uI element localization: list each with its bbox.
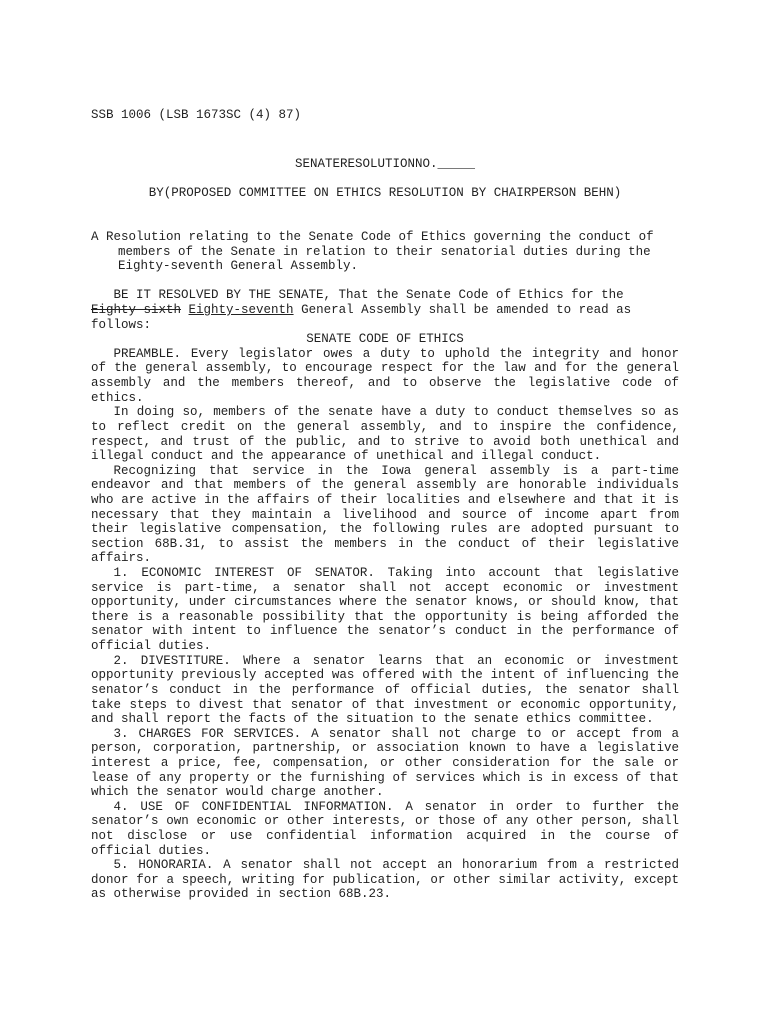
title-line: A Resolution relating to the Senate Code of Ethics governing the conduct of [91,230,654,244]
section-line: not disclose or use confidential information acquired in the course of [91,828,679,843]
section-line: 5. HONORARIA. A senator shall not accept an honorarium from a restricted [113,858,679,873]
section-line: senator with intent to influence the senator’s conduct in the performance of [91,624,679,639]
section-line: person, corporation, partnership, or association known to have a legislative [91,741,679,756]
blank-line [91,274,679,289]
section-economic-interest [91,566,679,654]
section-line: Recognizing that service in the Iowa general assembly is a part-time [113,463,679,478]
section-line: which the senator would charge another. [91,785,384,800]
enacting-clause [91,288,679,332]
section-recognizing [91,464,679,566]
section-line: official duties. [91,639,212,654]
enacting-line: follows: [91,317,152,332]
section-line: who are active in the affairs of their localities and elsewhere and that it is [91,492,679,507]
section-conduct [91,405,679,463]
section-line: lease of any property or the furnishing of services which is in excess of that [91,770,679,785]
section-line: assembly and the members thereof, and to observe the legislative code of [91,376,679,391]
enacting-amend-line [91,303,679,318]
section-line: illegal conduct and the appearance of unethical and illegal conduct. [91,449,602,464]
section-honoraria [91,858,679,902]
section-line: senator’s conduct in the performance of official duties, the senator shall [91,682,679,697]
section-line: 4. USE OF CONFIDENTIAL INFORMATION. A senator in order to further the [113,799,679,814]
section-line: PREAMBLE. Every legislator owes a duty to uphold the integrity and honor [113,346,679,361]
section-preamble [91,347,679,405]
section-line: opportunity, under circumstances where the senator knows, or should know, that [91,595,679,610]
section-line: 1. ECONOMIC INTEREST OF SENATOR. Taking into account that legislative [113,566,679,581]
sponsor-line: BY(PROPOSED COMMITTEE ON ETHICS RESOLUTION BY CHAIRPERSON BEHN) [148,186,622,200]
section-line: service is part-time, a senator shall not accept economic or investment [91,580,679,595]
section-line: ethics. [91,390,144,405]
section-line: to reflect credit on the general assembly, and to inspire the confidence, [91,419,679,434]
document-body [91,230,679,902]
section-line: respect, and trust of the public, and to strive to avoid both unethical and [91,434,679,449]
section-divestiture [91,654,679,727]
section-line: of the general assembly, to encourage respect for the law and for the general [91,361,679,376]
section-line: necessary that they maintain a livelihood and source of income apart from [91,507,679,522]
section-line: their legislative compensation, the following rules are adopted pursuant to [91,522,679,537]
title-line: members of the Senate in relation to their senatorial duties during the [118,244,651,259]
title-line: Eighty-seventh General Assembly. [118,259,359,274]
section-line: senator’s own economic or other interests, or those of any other person, shall [91,814,679,829]
section-line: In doing so, members of the senate have a duty to conduct themselves so as [113,405,679,420]
section-line: 2. DIVESTITURE. Where a senator learns that an economic or investment [113,653,679,668]
section-confidential-information [91,800,679,858]
code-heading: SENATE CODE OF ETHICS [306,332,464,347]
enacting-line: BE IT RESOLVED BY THE SENATE, That the Senate Code of Ethics for the [113,288,624,303]
resolution-title [91,230,679,274]
resolution-number: SENATERESOLUTIONNO._____ [294,157,476,171]
struck-text: Eighty-sixth [91,303,182,318]
section-line: section 68B.31, to assist the members in the conduct of their legislative [91,536,679,551]
section-line: 3. CHARGES FOR SERVICES. A senator shall not charge to or accept from a [113,726,679,741]
section-line: donor for a speech, writing for publication, or other similar activity, except [91,872,679,887]
section-line: opportunity previously accepted was offered with the intent of influencing the [91,668,679,683]
section-line: endeavor and that members of the general assembly are honorable individuals [91,478,679,493]
enacting-line-rest: General Assembly shall be amended to read as [301,303,632,318]
section-line: and shall report the facts of the situation to the senate ethics committee. [91,712,654,727]
section-line: official duties. [91,843,212,858]
section-charges-for-services [91,727,679,800]
section-line: as otherwise provided in section 68B.23. [91,887,392,902]
inserted-text: Eighty-seventh [188,303,294,318]
section-line: interest a price, fee, compensation, or other consideration for the sale or [91,755,679,770]
bill-id: SSB 1006 (LSB 1673SC (4) 87) [91,108,302,122]
section-line: affairs. [91,551,152,566]
section-line: take steps to divest that senator of that investment or economic opportunity, [91,697,679,712]
section-line: there is a reasonable possibility that the opportunity is being afforded the [91,609,679,624]
